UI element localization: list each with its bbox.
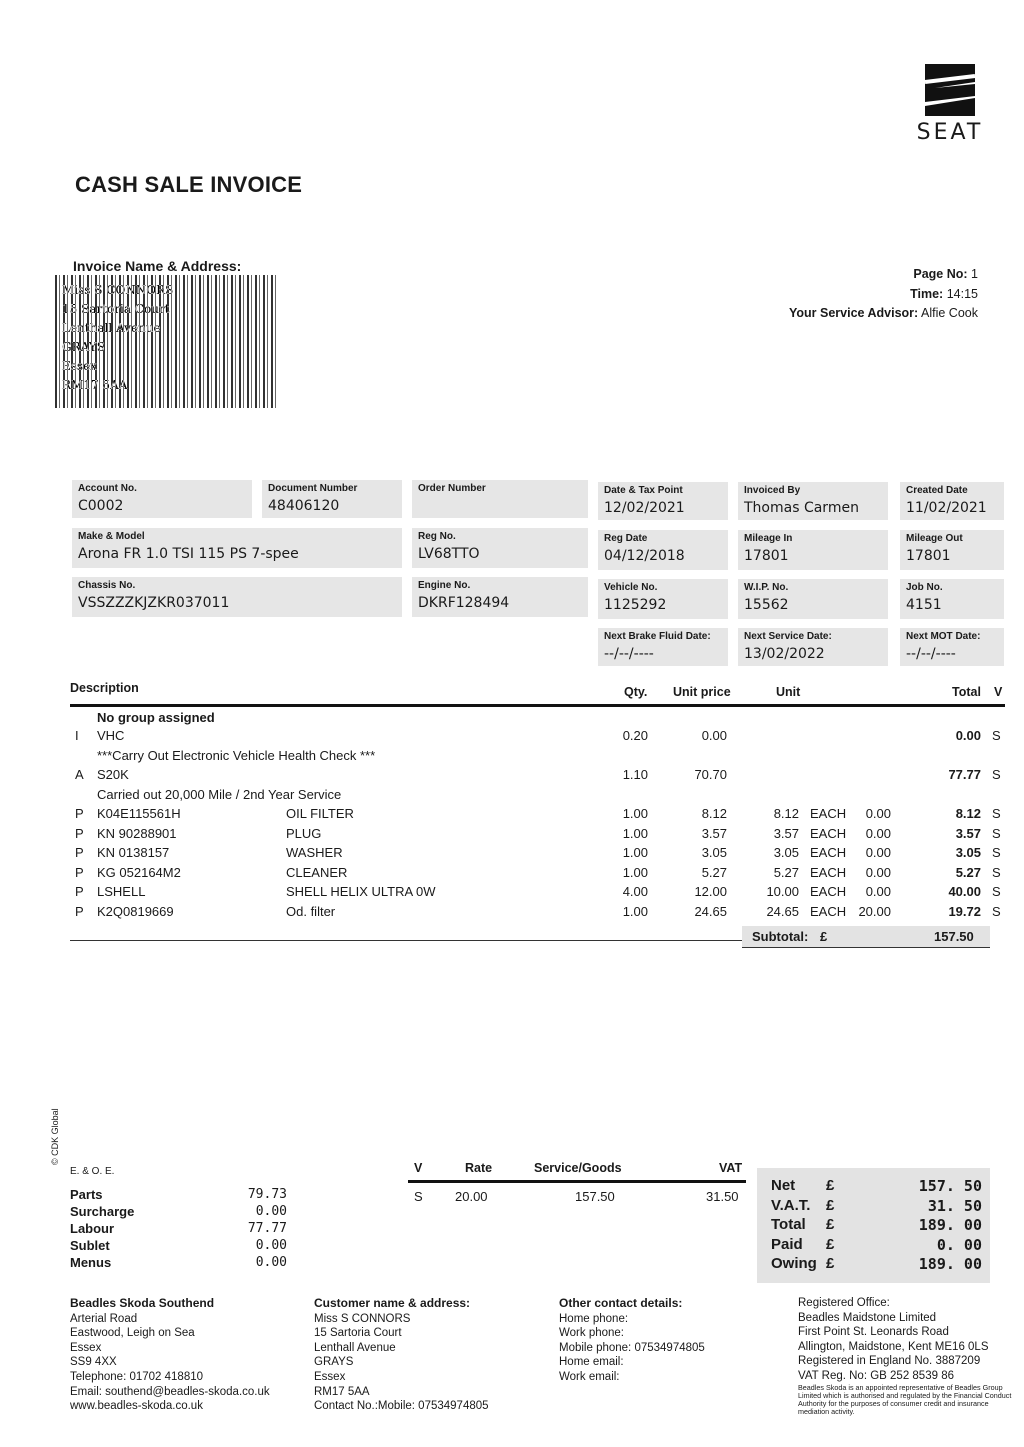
line-unit: EACH xyxy=(810,884,847,899)
line-vat-code: S xyxy=(992,825,1001,841)
wip-no-field: W.I.P. No. 15562 xyxy=(738,579,888,619)
registered-office-block: Registered Office: Beadles Maidstone Limited First Point St. Leonards Road Allington, Maidstone, Kent ME16 0LS Registered in England No. 3887209 VAT Reg. No: GB 252 8539 86 Beadles Skoda is an appointed representative of Beadles Group Limited which is authorised and regulated by the Financial Conduct Authority for the purposes of consumer credit and insurance mediation activity. xyxy=(798,1296,1016,1416)
subtotal-value: 157.50 xyxy=(934,929,974,944)
line-qty: 1.00 xyxy=(622,903,648,919)
customer-block: Customer name & address: Miss S CONNORS 15 Sartoria Court Lenthall Avenue GRAYS Essex RM17 5AA Contact No.:Mobile: 07534974805 xyxy=(314,1296,489,1413)
line-name: Od. filter xyxy=(286,903,336,919)
line-total: 5.27 xyxy=(955,864,981,880)
eoe-text: E. & O. E. xyxy=(70,1166,115,1177)
line-code: P xyxy=(75,845,84,860)
brand-name: SEAT xyxy=(916,120,984,145)
line-ref: S20K xyxy=(97,767,129,782)
cdk-global-text: © CDK Global xyxy=(50,1108,60,1165)
summary-currency: £ xyxy=(826,1235,835,1253)
mileage-out-field: Mileage Out 17801 xyxy=(900,530,1004,570)
reg-no-field: Reg No. LV68TTO xyxy=(412,528,588,568)
subtotal-label: Subtotal: xyxy=(752,929,809,944)
line-ref: KN 0138157 xyxy=(97,845,170,860)
line-unit-value: 10.00 xyxy=(766,884,799,899)
breakdown-label: Parts xyxy=(70,1187,103,1202)
breakdown-label: Surcharge xyxy=(70,1204,135,1219)
line-ref: K04E115561H xyxy=(97,806,181,821)
line-qty: 1.10 xyxy=(622,767,648,782)
line-unit: EACH xyxy=(810,806,847,821)
line-total: 0.00 xyxy=(955,728,981,743)
line-name: WASHER xyxy=(286,845,343,860)
next-brake-fluid-field: Next Brake Fluid Date: --/--/---- xyxy=(598,628,728,666)
line-name: CLEANER xyxy=(286,864,348,880)
line-code: P xyxy=(75,825,84,841)
line-unit-value: 5.27 xyxy=(773,864,799,880)
line-code: P xyxy=(75,903,84,919)
vat-col-vat: VAT xyxy=(719,1161,743,1175)
date-tax-point-field: Date & Tax Point 12/02/2021 xyxy=(598,482,728,520)
line-vat-code: S xyxy=(992,845,1001,860)
line-price: 3.05 xyxy=(701,845,727,860)
line-unit-value: 3.05 xyxy=(773,845,799,860)
line-unit: EACH xyxy=(810,825,847,841)
summary-value: 157. 50 xyxy=(918,1177,982,1195)
vat-rule xyxy=(408,1180,746,1183)
line-note: Carried out 20,000 Mile / 2nd Year Service xyxy=(97,786,342,802)
vat-row-vat: 31.50 xyxy=(706,1189,739,1204)
fca-disclaimer: Beadles Skoda is an appointed representative of Beadles Group Limited which is authorised and regulated by the Financial Conduct Authority for the purposes of consumer credit and insurance mediation activity. xyxy=(798,1382,1012,1416)
vat-row-goods: 157.50 xyxy=(575,1189,615,1204)
summary-value: 189. 00 xyxy=(918,1255,982,1273)
line-vat-code: S xyxy=(992,884,1001,899)
line-qty: 1.00 xyxy=(622,806,648,821)
line-code: A xyxy=(75,767,84,782)
group-label: No group assigned xyxy=(97,710,215,725)
breakdown-value: 0.00 xyxy=(255,1255,287,1270)
breakdown-value: 0.00 xyxy=(255,1204,287,1219)
vat-col-v: V xyxy=(414,1161,423,1175)
breakdown-value: 77.77 xyxy=(247,1221,287,1236)
line-price: 70.70 xyxy=(694,767,727,782)
line-name: PLUG xyxy=(286,825,322,841)
line-name: SHELL HELIX ULTRA 0W xyxy=(286,884,436,899)
vat-row-v: S xyxy=(414,1189,423,1204)
invoiced-by-field: Invoiced By Thomas Carmen xyxy=(738,482,888,520)
document-number-field: Document Number 48406120 xyxy=(262,480,402,518)
line-vat-code: S xyxy=(992,864,1001,880)
page-title: CASH SALE INVOICE xyxy=(75,172,303,197)
line-total: 3.57 xyxy=(955,825,981,841)
line-code: P xyxy=(75,806,84,821)
line-total: 77.77 xyxy=(948,767,981,782)
line-vat-code: S xyxy=(992,767,1001,782)
summary-label: Total xyxy=(771,1216,806,1233)
line-unit: EACH xyxy=(810,903,847,919)
col-total: Total xyxy=(952,685,981,699)
summary-currency: £ xyxy=(826,1216,835,1233)
breakdown-value: 0.00 xyxy=(255,1238,287,1253)
line-unit: EACH xyxy=(810,864,847,880)
line-qty: 4.00 xyxy=(622,884,648,899)
line-discount: 0.00 xyxy=(865,825,891,841)
line-code: P xyxy=(75,864,84,880)
summary-value: 0. 00 xyxy=(936,1235,982,1254)
line-code: I xyxy=(75,728,79,743)
breakdown-label: Labour xyxy=(70,1221,115,1236)
vat-row-rate: 20.00 xyxy=(455,1189,488,1204)
line-vat-code: S xyxy=(992,903,1001,919)
col-qty: Qty. xyxy=(624,685,648,699)
line-total: 40.00 xyxy=(948,884,981,899)
line-qty: 1.00 xyxy=(622,864,648,880)
line-vat-code: S xyxy=(992,728,1001,743)
summary-label: V.A.T. xyxy=(771,1196,811,1214)
line-price: 3.57 xyxy=(701,825,727,841)
summary-currency: £ xyxy=(826,1177,835,1194)
account-no-field: Account No. C0002 xyxy=(72,480,252,518)
summary-value: 189. 00 xyxy=(918,1216,982,1234)
summary-label: Owing xyxy=(771,1255,817,1272)
summary-currency: £ xyxy=(826,1196,835,1214)
line-total: 19.72 xyxy=(948,903,981,919)
chassis-no-field: Chassis No. VSSZZZKJZKR037011 xyxy=(72,577,402,617)
col-v: V xyxy=(994,685,1003,699)
line-price: 12.00 xyxy=(694,884,727,899)
subtotal-currency: £ xyxy=(820,929,828,944)
summary-label: Paid xyxy=(771,1235,803,1253)
line-discount: 0.00 xyxy=(865,806,891,821)
col-unit-price: Unit price xyxy=(673,685,731,699)
next-mot-field: Next MOT Date: --/--/---- xyxy=(900,628,1004,666)
line-unit-value: 24.65 xyxy=(766,903,799,919)
contact-block: Other contact details: Home phone: Work phone: Mobile phone: 07534974805 Home email: Work email: xyxy=(559,1296,705,1383)
line-discount: 0.00 xyxy=(865,884,891,899)
summary-currency: £ xyxy=(826,1255,835,1272)
line-discount: 0.00 xyxy=(865,864,891,880)
make-model-field: Make & Model Arona FR 1.0 TSI 115 PS 7-spee xyxy=(72,528,402,568)
summary-value: 31. 50 xyxy=(927,1196,982,1215)
line-note: ***Carry Out Electronic Vehicle Health Check *** xyxy=(97,747,376,763)
line-unit-value: 8.12 xyxy=(773,806,799,821)
table-header-rule xyxy=(70,704,1005,707)
line-qty: 1.00 xyxy=(622,845,648,860)
summary-label: Net xyxy=(771,1177,796,1194)
order-number-field: Order Number xyxy=(412,480,588,518)
line-unit: EACH xyxy=(810,845,847,860)
line-total: 8.12 xyxy=(955,806,981,821)
line-price: 0.00 xyxy=(701,728,727,743)
vat-col-goods: Service/Goods xyxy=(534,1161,622,1175)
breakdown-value: 79.73 xyxy=(247,1187,287,1202)
col-unit: Unit xyxy=(776,685,801,699)
line-ref: KN 90288901 xyxy=(97,825,177,841)
breakdown-label: Sublet xyxy=(70,1238,110,1253)
col-description: Description xyxy=(70,681,139,695)
subtotal-rule xyxy=(742,947,990,948)
invoice-address-label: Invoice Name & Address: xyxy=(73,258,242,274)
engine-no-field: Engine No. DKRF128494 xyxy=(412,577,588,617)
mileage-in-field: Mileage In 17801 xyxy=(738,530,888,570)
created-date-field: Created Date 11/02/2021 xyxy=(900,482,1004,520)
dealer-block: Beadles Skoda Southend Arterial Road Eastwood, Leigh on Sea Essex SS9 4XX Telephone: 01702 418810 Email: southend@beadles-skoda.co.uk www.beadles-skoda.co.uk xyxy=(70,1296,270,1413)
next-service-field: Next Service Date: 13/02/2022 xyxy=(738,628,888,666)
line-discount: 20.00 xyxy=(858,903,891,919)
seat-logo xyxy=(900,62,1000,145)
line-ref: VHC xyxy=(97,728,125,743)
reg-date-field: Reg Date 04/12/2018 xyxy=(598,530,728,570)
redacted-address-text: Miss S CONNORS 15 Sartoria Court Lenthall Avenue GRAYS Essex RM17 5AA xyxy=(62,283,174,392)
line-ref: KG 052164M2 xyxy=(97,864,181,880)
line-price: 24.65 xyxy=(694,903,727,919)
line-code: P xyxy=(75,884,84,899)
job-no-field: Job No. 4151 xyxy=(900,579,1004,619)
line-name: OIL FILTER xyxy=(286,806,354,821)
line-vat-code: S xyxy=(992,806,1001,821)
vehicle-no-field: Vehicle No. 1125292 xyxy=(598,579,728,619)
breakdown-label: Menus xyxy=(70,1255,112,1270)
line-ref: K2Q0819669 xyxy=(97,903,174,919)
header-info: Page No: 1 Time: 14:15 Your Service Advisor: Alfie Cook xyxy=(789,267,978,320)
line-ref: LSHELL xyxy=(97,884,146,899)
seat-logo-icon xyxy=(921,62,979,118)
line-discount: 0.00 xyxy=(865,845,891,860)
line-price: 5.27 xyxy=(701,864,727,880)
vat-col-rate: Rate xyxy=(465,1161,493,1175)
line-qty: 1.00 xyxy=(622,825,648,841)
line-total: 3.05 xyxy=(955,845,981,860)
line-unit-value: 3.57 xyxy=(773,825,799,841)
line-price: 8.12 xyxy=(701,806,727,821)
line-qty: 0.20 xyxy=(622,728,648,743)
